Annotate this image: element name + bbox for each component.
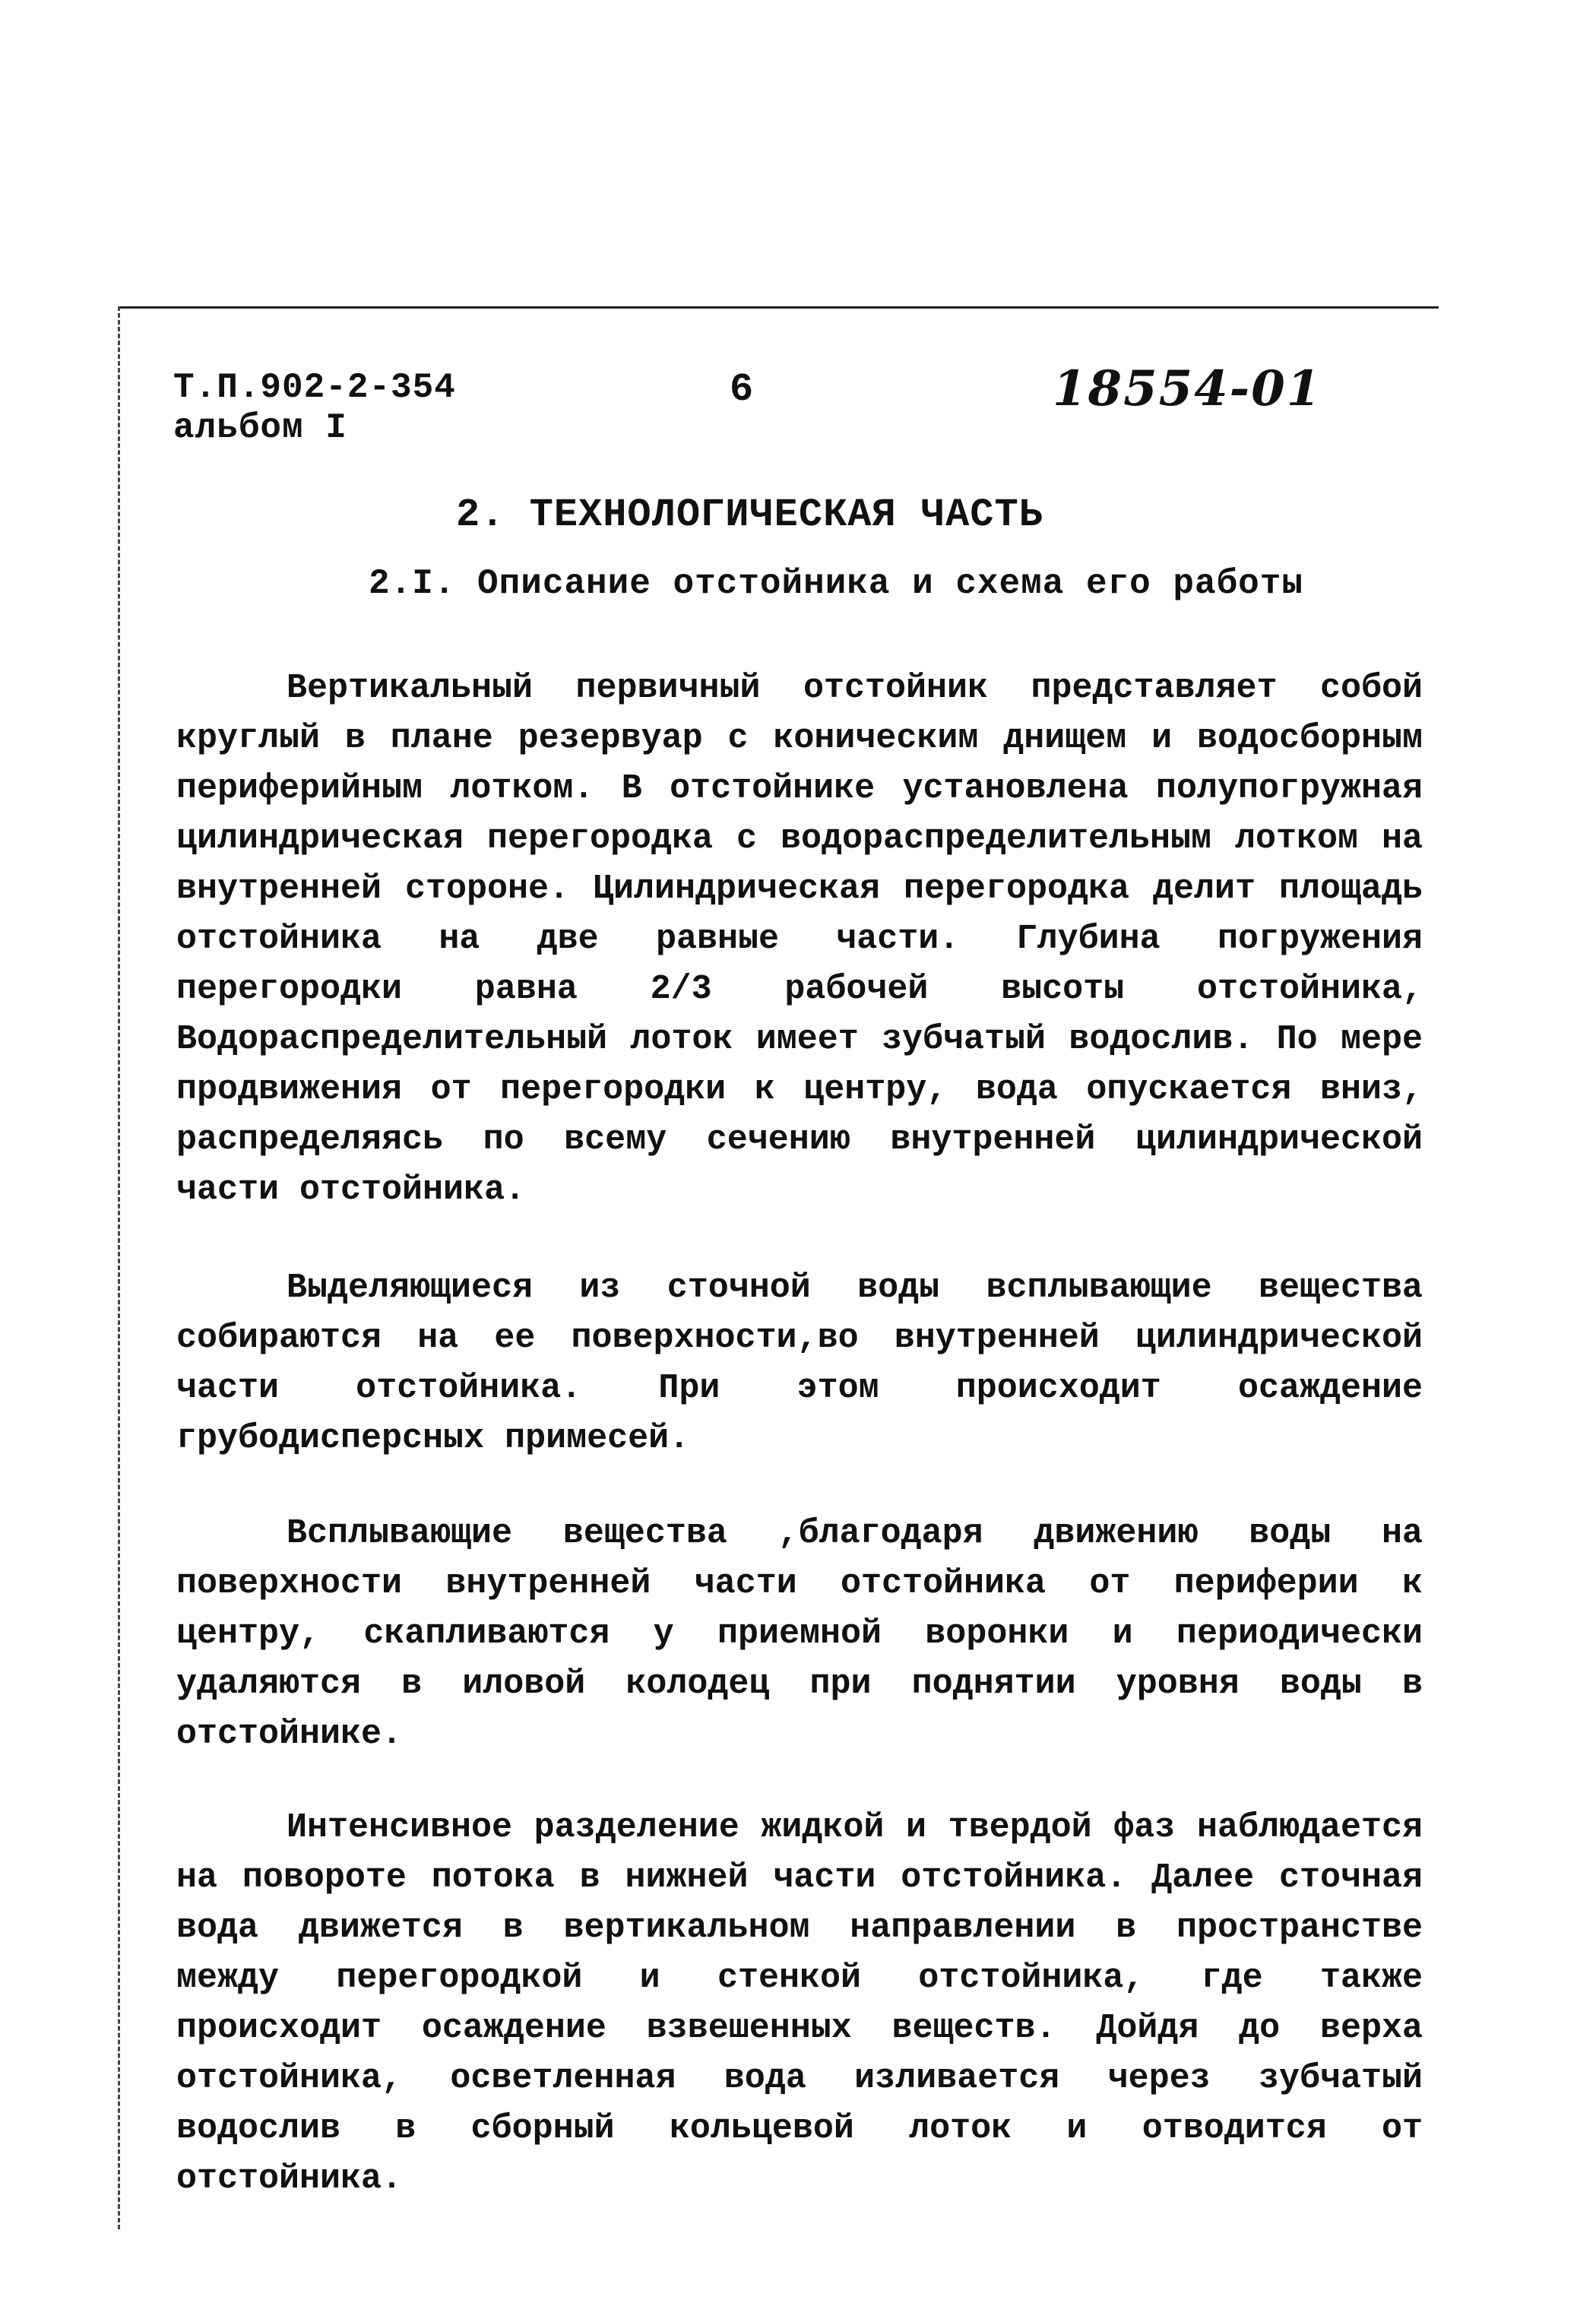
paragraph-2: Выделяющиеся из сточной воды всплывающие вещества собираются на ее поверхности,во внутренней цилиндрической части отстойника. При этом происходит осаждение грубодисперсных примесей.: [176, 1269, 1423, 1458]
album-label: альбом I: [173, 408, 347, 448]
page-number: 6: [730, 367, 755, 412]
paragraph-1: Вертикальный первичный отстойник представляет собой круглый в плане резервуар с коническим днищем и водосборным периферийным лотком. В отстойнике установлена полупогружная цилиндрическая перегородка с водораспределительным лотком на внутренней стороне. Цилиндрическая перегородка делит площадь отстойника на две равные части. Глубина погружения перегородки равна 2/3 рабочей высоты отстойника, Водораспределительный лоток имеет зубчатый водослив. По мере продвижения от перегородки к центру, вода опускается вниз, распределяясь по всему сечению внутренней цилиндрической части отстойника.: [176, 669, 1423, 1209]
section-title: 2. ТЕХНОЛОГИЧЕСКАЯ ЧАСТЬ: [456, 493, 1043, 537]
subsection-title: 2.I. Описание отстойника и схема его работы: [369, 564, 1303, 604]
paragraph-3: Всплывающие вещества ,благодаря движению воды на поверхности внутренней части отстойника от периферии к центру, скапливаются у приемной воронки и периодически удаляются в иловой колодец при поднятии уровня воды в отстойнике.: [176, 1514, 1423, 1754]
frame-top-border: [118, 306, 1439, 309]
frame-left-border: [118, 306, 120, 2229]
paragraph-4: Интенсивное разделение жидкой и твердой фаз наблюдается на повороте потока в нижней части отстойника. Далее сточная вода движется в вертикальном направлении в пространстве между перегородкой и стенкой отстойника, где также происходит осаждение взвешенных веществ. Дойдя до верха отстойника, осветленная вода изливается через зубчатый водослив в сборный кольцевой лоток и отводится от отстойника.: [176, 1808, 1423, 2198]
registration-number: 18554-01: [1053, 360, 1322, 417]
document-code: Т.П.902-2-354: [173, 368, 456, 407]
